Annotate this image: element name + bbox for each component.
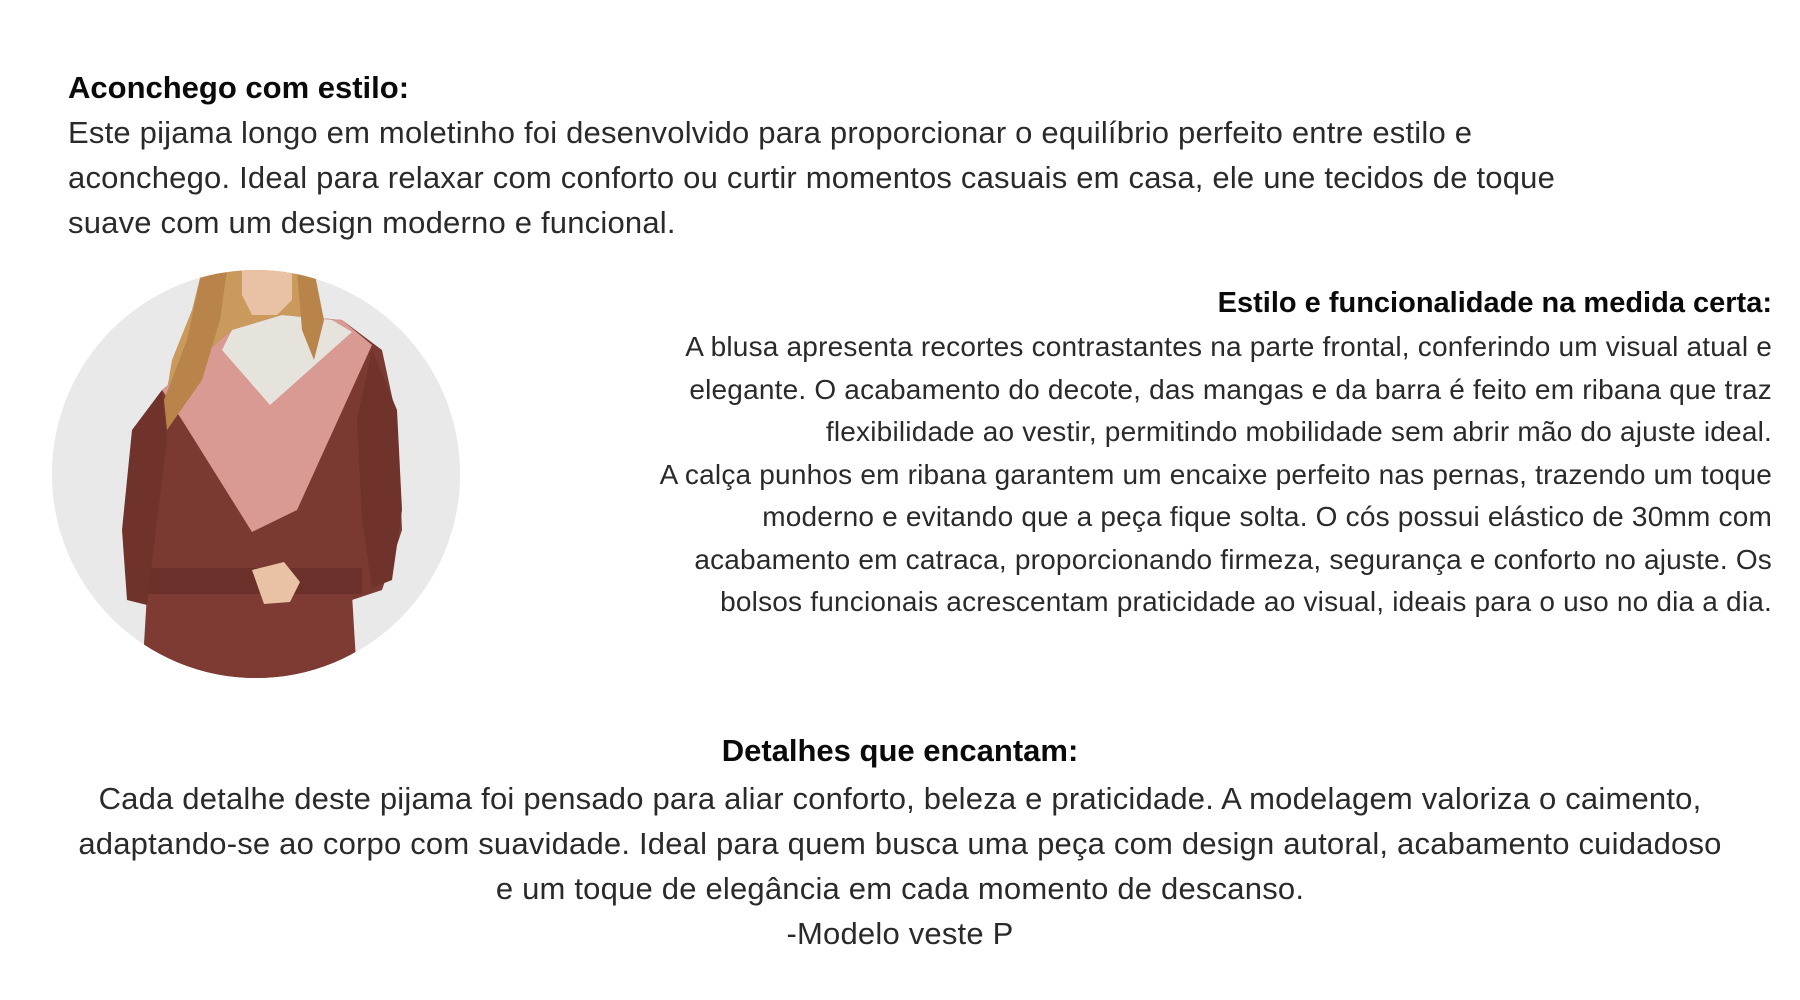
details-section — [0, 726, 1800, 956]
product-photo — [52, 270, 460, 678]
intro-paragraph: Este pijama longo em moletinho foi desenvolvido para proporcionar o equilíbrio perfeito entre estilo e aconchego. Ideal para relaxar com conforto ou curtir momentos casuais em casa, ele une tecidos de toque suave com um design moderno e funcional. — [68, 115, 1556, 240]
details-paragraph: Cada detalhe deste pijama foi pensado para aliar conforto, beleza e praticidade. A modelagem valoriza o caimento, adaptando-se ao corpo com suavidade. Ideal para quem busca uma peça com design autoral, acabamento cuidadoso e um toque de elegância em cada momento de descanso. — [78, 781, 1722, 906]
model-size-note: -Modelo veste P — [786, 916, 1014, 951]
intro-heading: Aconchego com estilo: — [68, 70, 410, 105]
style-paragraph: A blusa apresenta recortes contrastantes na parte frontal, conferindo um visual atual e elegante. O acabamento do decote, das mangas e da barra é feito em ribana que traz flexibilidade ao vestir, permitindo mobilidade sem abrir mão do ajuste ideal. A calça punhos em ribana garantem um encaixe perfeito nas pernas, trazendo um toque moderno e evitando que a peça fique solta. O cós possui elástico de 30mm com acabamento em catraca, proporcionando firmeza, segurança e conforto no ajuste. Os bolsos funcionais acrescentam praticidade ao visual, ideais para o uso no dia a dia. — [659, 331, 1772, 617]
model-wearing-pajama-image — [52, 270, 460, 678]
intro-section — [68, 66, 1708, 245]
style-heading: Estilo e funcionalidade na medida certa: — [1217, 287, 1772, 319]
details-heading: Detalhes que encantam: — [721, 733, 1079, 768]
style-section — [512, 280, 1772, 624]
